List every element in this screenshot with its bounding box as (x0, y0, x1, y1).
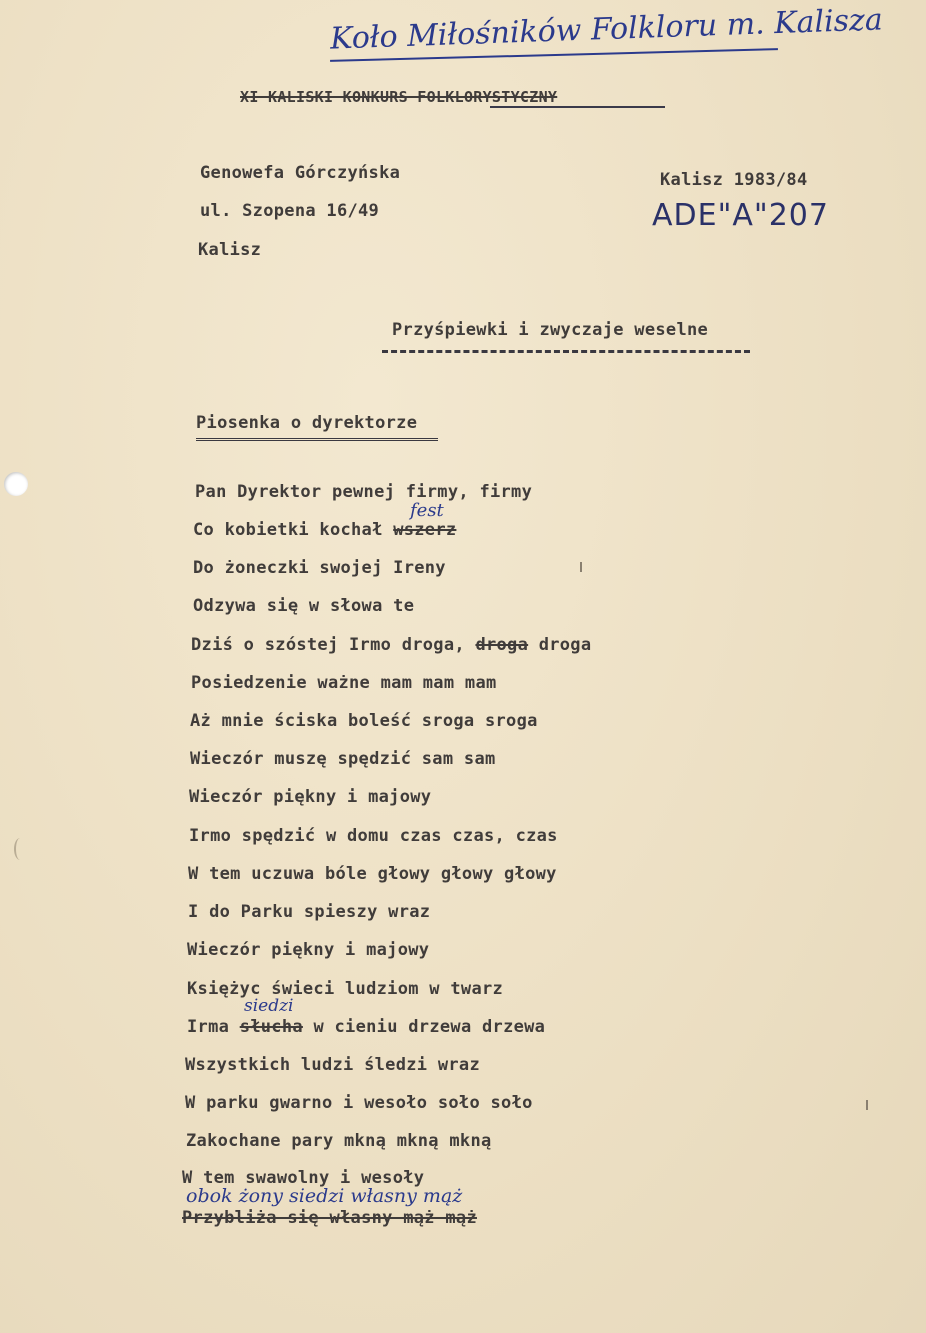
struck-word: wszerz (393, 520, 457, 540)
archive-signature: ADE"A"207 (652, 198, 829, 233)
author-street: ul. Szopena 16/49 (200, 201, 380, 221)
song-line-3: Do żoneczki swojej Ireny (193, 558, 446, 578)
handwritten-correction: fest (410, 500, 444, 521)
song-line-14: Księżyc świeci ludziom w twarz (187, 979, 504, 999)
place-date: Kalisz 1983/84 (660, 170, 808, 190)
author-name: Genowefa Górczyńska (200, 163, 401, 183)
struck-word: słucha (239, 1017, 303, 1037)
handwritten-header: Koło Miłośników Folkloru m. Kalisza (329, 2, 884, 57)
song-line-2: Co kobietki kochał wszerz (193, 520, 457, 540)
song-line-5: Dziś o szóstej Irmo droga, droga droga (191, 635, 592, 655)
song-line-8: Wieczór muszę spędzić sam sam (190, 749, 496, 769)
paper-speck (580, 562, 582, 572)
song-line-12: I do Parku spieszy wraz (188, 902, 431, 922)
section-title-dashes (382, 350, 750, 353)
song-line-4: Odzywa się w słowa te (193, 596, 415, 616)
song-line-9: Wieczór piękny i majowy (189, 787, 432, 807)
song-line-10: Irmo spędzić w domu czas czas, czas (189, 826, 558, 846)
song-line-16: Wszystkich ludzi śledzi wraz (185, 1055, 480, 1075)
song-line-19: W tem swawolny i wesoły (182, 1168, 425, 1188)
song-line-6: Posiedzenie ważne mam mam mam (191, 673, 497, 693)
song-line-13: Wieczór piękny i majowy (187, 940, 430, 960)
handwritten-correction: siedzi (244, 996, 294, 1016)
song-line-15: Irma słucha w cieniu drzewa drzewa (187, 1017, 546, 1037)
punch-hole (4, 472, 28, 496)
song-title-underline (196, 438, 438, 441)
author-city: Kalisz (198, 240, 262, 260)
song-line-17: W parku gwarno i wesoło soło soło (185, 1093, 533, 1113)
paper-speck (866, 1100, 868, 1110)
song-line-11: W tem uczuwa bóle głowy głowy głowy (188, 864, 557, 884)
contest-title-underline (490, 106, 665, 108)
section-title: Przyśpiewki i zwyczaje weselne (392, 320, 709, 340)
struck-word: droga (475, 635, 529, 655)
song-line-1: Pan Dyrektor pewnej firmy, firmy (195, 482, 533, 502)
song-line-7: Aż mnie ściska boleść sroga sroga (190, 711, 538, 731)
handwritten-insert: obok żony siedzi własny mąż (186, 1185, 463, 1207)
struck-final-line: Przybliża się własny mąż mąż (182, 1208, 477, 1228)
song-title: Piosenka o dyrektorze (196, 413, 418, 433)
song-line-18: Zakochane pary mkną mkną mkną (186, 1131, 492, 1151)
punch-hole-mark (14, 838, 26, 860)
contest-title: XI KALISKI KONKURS FOLKLORYSTYCZNY (240, 88, 558, 106)
